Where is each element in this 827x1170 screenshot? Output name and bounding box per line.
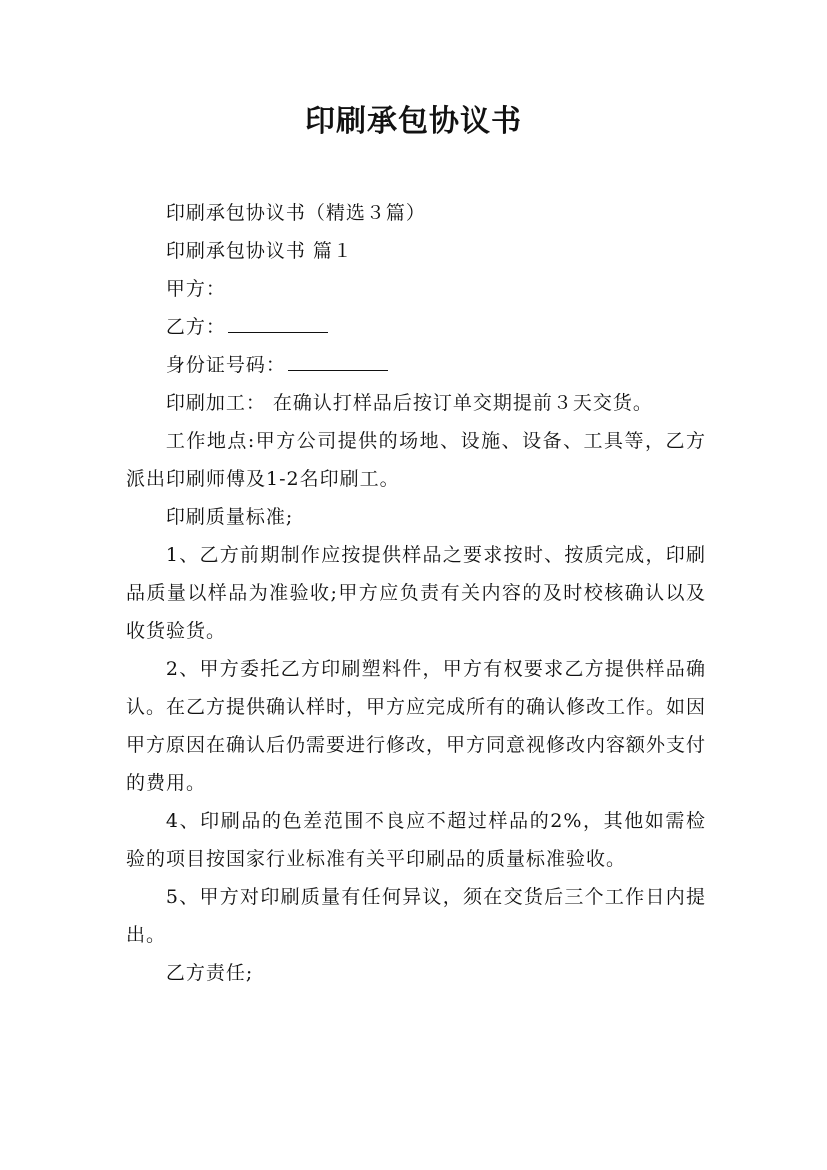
quality-standard-paragraph: 印刷质量标准; bbox=[165, 506, 294, 528]
printing-processing-paragraph: 印刷加工： 在确认打样品后按订单交期提前３天交货。 bbox=[165, 392, 653, 414]
clause-4-paragraph: 4、印刷品的色差范围不良应不超过样品的2%，其他如需检验的项目按国家行业标准有关平印刷品的质量标准验收。 bbox=[126, 810, 706, 870]
id-number-paragraph bbox=[126, 346, 706, 384]
party-a-paragraph: 甲方： bbox=[165, 278, 226, 300]
party-b-label: 乙方： bbox=[165, 316, 226, 338]
clause-2-paragraph: 2、甲方委托乙方印刷塑料件，甲方有权要求乙方提供样品确认。在乙方提供确认样时，甲方应完成所有的确认修改工作。如因甲方原因在确认后仍需要进行修改，甲方同意视修改内容额外支付的费用。 bbox=[126, 658, 707, 794]
subtitle-paragraph: 印刷承包协议书（精选３篇） bbox=[165, 202, 426, 224]
party-b-paragraph bbox=[126, 308, 706, 346]
document-body bbox=[126, 194, 706, 992]
id-number-label: 身份证号码： bbox=[165, 354, 286, 376]
article-heading-paragraph: 印刷承包协议书 篇１ bbox=[165, 240, 353, 262]
party-b-duties-paragraph: 乙方责任; bbox=[165, 962, 254, 984]
party-b-blank-line bbox=[228, 310, 328, 333]
id-number-blank-line bbox=[288, 348, 388, 371]
clause-1-paragraph: 1、乙方前期制作应按提供样品之要求按时、按质完成，印刷品质量以样品为准验收;甲方应负责有关内容的及时校核确认以及收货验货。 bbox=[126, 544, 706, 642]
document-title: 印刷承包协议书 bbox=[305, 104, 522, 139]
clause-5-paragraph: 5、甲方对印刷质量有任何异议，须在交货后三个工作日内提出。 bbox=[126, 886, 706, 946]
work-location-paragraph: 工作地点:甲方公司提供的场地、设施、设备、工具等，乙方派出印刷师傅及1-2名印刷工。 bbox=[126, 430, 706, 490]
